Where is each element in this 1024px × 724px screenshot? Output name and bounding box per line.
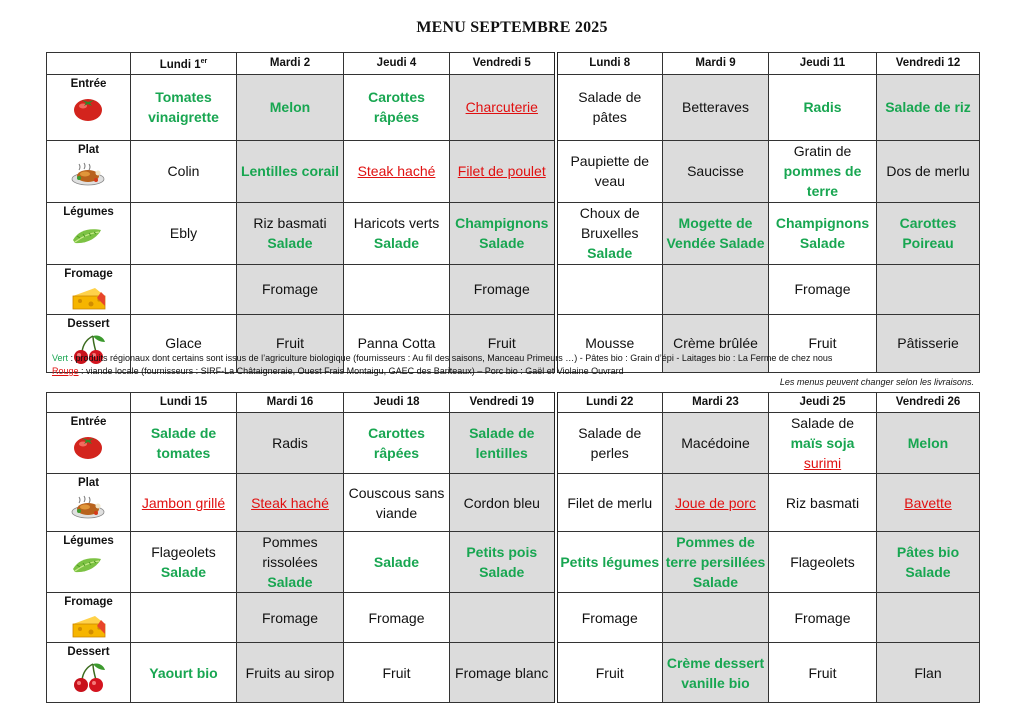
menu-item: Fromage	[794, 609, 851, 626]
menu-item: Fromage	[368, 609, 425, 626]
roast-chicken-icon	[71, 493, 107, 523]
menu-item: Joue de porc	[675, 494, 756, 511]
menu-item: Colin	[167, 163, 200, 180]
day-header: Vendredi 5	[450, 53, 556, 75]
day-header: Vendredi 19	[450, 393, 556, 413]
roast-chicken-icon	[71, 160, 107, 190]
menu-item: Bavette	[904, 494, 952, 511]
menu-item: Salade	[267, 235, 313, 252]
category-dessert: Dessert	[47, 314, 131, 372]
menu-item: Petits légumes	[560, 554, 660, 570]
menu-item: Fruit	[382, 664, 411, 681]
lettuce-icon	[71, 551, 107, 577]
day-header: Vendredi 12	[877, 53, 980, 75]
day-header: Jeudi 11	[769, 53, 877, 75]
menu-item: Cordon bleu	[463, 494, 540, 511]
menu-item: Choux de Bruxelles	[579, 205, 640, 242]
menu-item: Panna Cotta	[357, 335, 436, 352]
menu-item: Fruit	[808, 335, 837, 352]
cheese-icon	[71, 284, 107, 312]
cheese-icon	[71, 612, 107, 640]
menu-item: Carottes râpées	[368, 89, 425, 126]
menu-item: Flan	[914, 664, 942, 681]
menu-item: Steak haché	[251, 494, 329, 511]
legend-vert: Vert : produits régionaux dont certains sont issus de l’agriculture biologique (fournisseurs : Au fil des saisons, Manceau Primeurs …) - Pâtes bio : Grain d’épi - Laitages bio : La Ferme de chez nous	[52, 353, 833, 363]
menu-item: Charcuterie	[465, 99, 538, 116]
cherries-icon	[71, 662, 107, 694]
menu-item: Pommes rissolées	[262, 534, 318, 570]
menu-item: Yaourt bio	[149, 664, 218, 681]
day-header: Mardi 23	[663, 393, 769, 413]
day-header: Lundi 15	[131, 393, 237, 413]
day-header: Jeudi 18	[344, 393, 450, 413]
day-header: Mardi 16	[237, 393, 344, 413]
menu-item: Champignons Salade	[775, 215, 870, 252]
menu-item: Fruits au sirop	[245, 664, 335, 681]
menu-title: MENU SEPTEMBRE 2025	[416, 19, 608, 36]
menu-item: Pommes de terre persillées Salade	[665, 534, 766, 590]
tomato-icon	[71, 94, 107, 124]
menu-item: Crème dessert vanille bio	[666, 654, 765, 691]
menu-item: surimi	[803, 455, 842, 471]
menu-item: Paupiette de veau	[570, 153, 650, 190]
menu-item: Salade	[160, 564, 207, 580]
menu-item: Salade de tomates	[150, 425, 217, 461]
menu-item: Pâtes bio Salade	[896, 544, 960, 580]
day-header: Jeudi 25	[769, 393, 877, 413]
menu-item: Salade	[373, 235, 420, 252]
menu-item: Haricots verts	[353, 215, 440, 232]
menu-item: Saucisse	[687, 163, 744, 180]
menu-item: Radis	[803, 99, 842, 116]
menu-item: Riz basmati	[785, 494, 860, 511]
menu-item: Mogette de Vendée Salade	[666, 215, 765, 252]
corner-cell	[47, 393, 131, 413]
menu-item: Mousse	[585, 335, 635, 352]
category-plat: Plat	[47, 140, 131, 202]
day-header: Lundi 8	[556, 53, 663, 75]
category-entree: Entrée	[47, 413, 131, 474]
menu-item: Riz basmati	[253, 215, 327, 232]
menu-item: maïs soja	[790, 435, 855, 451]
menu-item: Fruit	[808, 664, 837, 681]
menu-item: Fromage	[473, 281, 530, 298]
menu-item: Lentilles corail	[240, 163, 340, 180]
menu-item: Salade de pâtes	[578, 89, 642, 126]
legend-rouge: Rouge : viande locale (fournisseurs : SIRF-La Châtaigneraie, Ouest Frais Montaigu, GAEC des Bariteaux) – Porc bio : Gaël et Violaine Ouvrard	[52, 366, 624, 376]
category-plat: Plat	[47, 474, 131, 532]
menu-item: Carottes râpées	[368, 425, 425, 461]
menu-table-week-1-2	[46, 52, 980, 373]
menu-item: Flageolets	[790, 554, 855, 570]
day-header: Mardi 9	[663, 53, 769, 75]
menu-item: Champignons Salade	[455, 215, 549, 252]
category-fromage: Fromage	[47, 264, 131, 314]
menu-item: Ebly	[169, 225, 198, 242]
menu-item: Jambon grillé	[141, 494, 226, 511]
lettuce-icon	[71, 222, 107, 248]
menu-item: Carottes Poireau	[899, 215, 957, 252]
category-fromage: Fromage	[47, 593, 131, 643]
day-header: Lundi 1er	[131, 53, 237, 75]
day-header: Mardi 2	[237, 53, 344, 75]
day-header: Jeudi 4	[344, 53, 450, 75]
menu-item: Fromage	[261, 281, 319, 298]
menu-item: Fruit	[595, 664, 624, 681]
menu-item: Radis	[272, 435, 308, 451]
day-header: Vendredi 26	[877, 393, 980, 413]
menu-item: Filet de poulet	[457, 163, 546, 180]
menu-item: Flageolets	[151, 544, 216, 560]
menu-item: Melon	[269, 99, 311, 116]
menu-item: Steak haché	[357, 163, 436, 180]
menu-item: Crème brûlée	[673, 335, 758, 352]
menu-item: Filet de merlu	[567, 494, 653, 511]
menu-item: Dos de merlu	[886, 163, 970, 180]
menu-item: Salade de perles	[578, 425, 642, 461]
menu-item: pommes de terre	[783, 163, 862, 200]
menu-item: Fromage blanc	[455, 664, 549, 681]
corner-cell	[47, 53, 131, 75]
category-entree: Entrée	[47, 74, 131, 140]
menu-item: Salade	[587, 245, 633, 262]
menu-item: Salade de lentilles	[469, 425, 535, 461]
category-dessert: Dessert	[47, 643, 131, 703]
menu-item: Fruit	[487, 335, 516, 352]
category-legumes: Légumes	[47, 202, 131, 264]
menu-item: Couscous sans viande	[348, 484, 445, 521]
menu-item: Petits pois Salade	[466, 544, 538, 580]
menu-table-week-3-4	[46, 392, 980, 703]
menu-item: Fruit	[276, 335, 304, 352]
change-note: Les menus peuvent changer selon les livraisons.	[779, 377, 974, 387]
menu-item: Pâtisserie	[897, 335, 959, 352]
menu-item: Fromage	[581, 609, 638, 626]
menu-item: Salade	[267, 574, 313, 590]
menu-item: Salade de	[790, 415, 855, 431]
menu-item: Salade de riz	[885, 99, 971, 116]
category-legumes: Légumes	[47, 532, 131, 593]
day-header: Lundi 22	[556, 393, 663, 413]
menu-item: Fromage	[794, 281, 851, 298]
tomato-icon	[71, 432, 107, 462]
menu-item: Tomates vinaigrette	[148, 89, 219, 126]
menu-item: Gratin de	[793, 143, 852, 160]
menu-item: Macédoine	[681, 435, 750, 451]
menu-item: Betteraves	[682, 99, 749, 116]
menu-item: Glace	[165, 335, 202, 352]
menu-item: Fromage	[261, 609, 319, 626]
menu-item: Melon	[907, 435, 949, 451]
menu-item: Salade	[373, 554, 420, 570]
